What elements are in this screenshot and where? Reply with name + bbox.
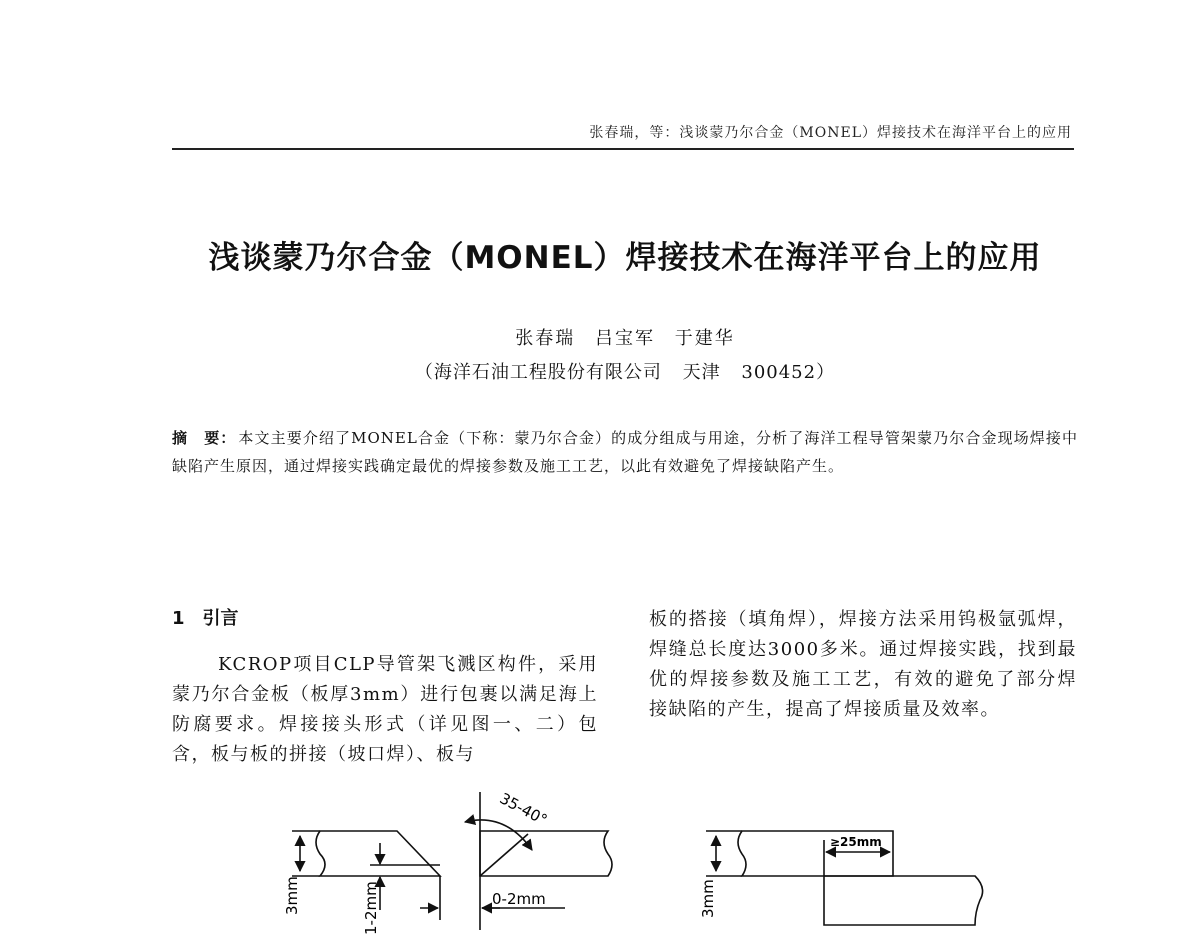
angle-arc [465,820,532,850]
section-title: 引言 [202,608,239,629]
overlap-label: ≥25mm [830,835,882,849]
abstract [172,424,1078,480]
section-heading [172,604,239,630]
right-plate [480,831,612,876]
article-title: 浅谈蒙乃尔合金（MONEL）焊接技术在海洋平台上的应用 [208,240,1042,276]
article-authors: 张春瑞 吕宝军 于建华 [515,328,735,349]
lap-thickness-label: 3mm [699,879,717,918]
root-label: 1-2mm [362,881,380,935]
body-left-column: KCROP项目CLP导管架飞溅区构件，采用蒙乃尔合金板（板厚3mm）进行包裹以满足海上防腐要求。焊接接头形式（详见图一、二）包含，板与板的拼接（坡口焊）、板与 [172,654,598,765]
bevel-line [480,834,528,876]
gap-label: 0-2mm [492,890,546,908]
welding-joint-figures [0,780,1200,935]
figure-butt-joint [292,792,612,930]
section-number: 1 [172,608,185,629]
body-right-column: 板的搭接（填角焊），焊接方法采用钨极氩弧焊，焊缝总长度达3000多米。通过焊接实践，找到最优的焊接参数及施工工艺，有效的避免了部分焊接缺陷的产生，提高了焊接质量及效率。 [649,609,1077,720]
abstract-text: 本文主要介绍了MONEL合金（下称：蒙乃尔合金）的成分组成与用途，分析了海洋工程导管架蒙乃尔合金现场焊接中缺陷产生原因，通过焊接实践确定最优的焊接参数及施工工艺，以此有效避免了焊接缺陷产生。 [172,429,1078,475]
lower-plate [824,876,983,925]
running-header: 张春瑞，等：浅谈蒙乃尔合金（MONEL）焊接技术在海洋平台上的应用 [589,125,1072,141]
thickness-label: 3mm [283,876,301,915]
angle-label: 35-40° [496,789,551,830]
abstract-label: 摘 [172,429,189,447]
article-affiliation: （海洋石油工程股份有限公司 天津 300452） [414,362,836,383]
header-rule [172,148,1074,150]
abstract-label-suffix: 要： [204,429,237,447]
left-plate [316,831,440,876]
